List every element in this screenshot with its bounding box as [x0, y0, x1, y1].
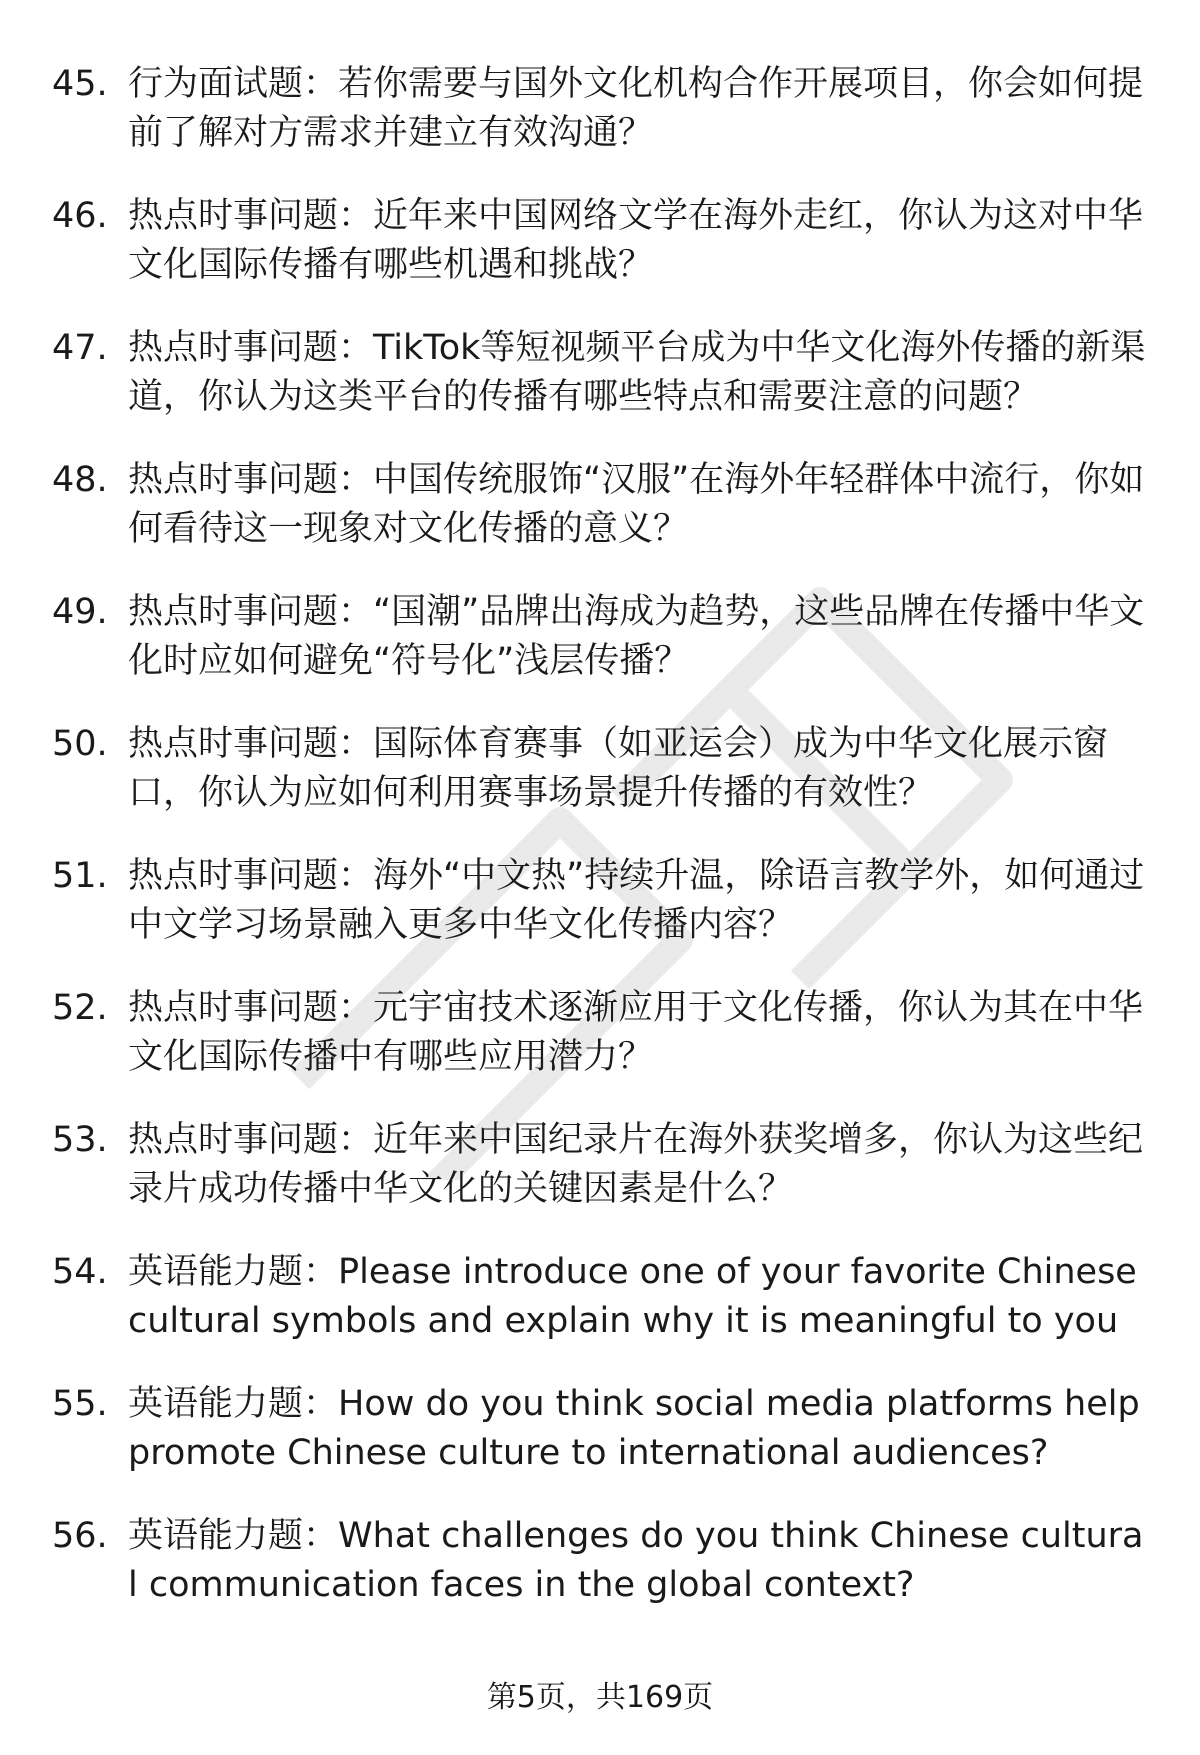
question-text: 热点时事问题：TikTok等短视频平台成为中华文化海外传播的新渠道，你认为这类平台的传播有哪些特点和需要注意的问题？: [128, 328, 1146, 417]
question-number: 48.: [52, 460, 108, 500]
question-number: 52.: [52, 988, 108, 1028]
list-item: [52, 60, 1152, 158]
question-text: 热点时事问题：“国潮”品牌出海成为趋势，这些品牌在传播中华文化时应如何避免“符号化”浅层传播？: [128, 592, 1145, 681]
question-text: 英语能力题：How do you think social media platforms help promote Chinese culture to international audiences?: [128, 1384, 1140, 1473]
question-number: 49.: [52, 592, 108, 632]
list-item: [52, 192, 1152, 290]
list-item: [52, 1380, 1152, 1478]
question-number: 50.: [52, 724, 108, 764]
question-number: 53.: [52, 1120, 108, 1160]
question-text: 热点时事问题：元宇宙技术逐渐应用于文化传播，你认为其在中华文化国际传播中有哪些应用潜力？: [128, 988, 1144, 1077]
list-item: [52, 1116, 1152, 1214]
list-item: [52, 588, 1152, 686]
list-item: [52, 324, 1152, 422]
question-text: 热点时事问题：中国传统服饰“汉服”在海外年轻群体中流行，你如何看待这一现象对文化传播的意义？: [128, 460, 1145, 549]
list-item: [52, 1248, 1152, 1346]
question-number: 45.: [52, 64, 108, 104]
question-text: 英语能力题：What challenges do you think Chinese cultural communication faces in the global context?: [128, 1516, 1144, 1605]
question-text: 热点时事问题：海外“中文热”持续升温，除语言教学外，如何通过中文学习场景融入更多中华文化传播内容？: [128, 856, 1145, 945]
question-number: 56.: [52, 1516, 108, 1556]
page-footer: [0, 1678, 1200, 1718]
list-item: [52, 984, 1152, 1082]
question-text: 热点时事问题：国际体育赛事（如亚运会）成为中华文化展示窗口，你认为应如何利用赛事场景提升传播的有效性？: [128, 724, 1109, 813]
list-item: [52, 1512, 1152, 1610]
question-text: 行为面试题：若你需要与国外文化机构合作开展项目，你会如何提前了解对方需求并建立有效沟通？: [128, 64, 1144, 153]
question-text: 英语能力题：Please introduce one of your favorite Chinese cultural symbols and explain why it is meaningful to you: [128, 1252, 1137, 1341]
list-item: [52, 852, 1152, 950]
question-number: 54.: [52, 1252, 108, 1292]
question-number: 55.: [52, 1384, 108, 1424]
page-number-label: 第5页，共169页: [486, 1680, 714, 1715]
question-text: 热点时事问题：近年来中国网络文学在海外走红，你认为这对中华文化国际传播有哪些机遇和挑战？: [128, 196, 1144, 285]
question-number: 51.: [52, 856, 108, 896]
question-number: 46.: [52, 196, 108, 236]
question-list: [52, 60, 1152, 1644]
list-item: [52, 720, 1152, 818]
question-number: 47.: [52, 328, 108, 368]
question-text: 热点时事问题：近年来中国纪录片在海外获奖增多，你认为这些纪录片成功传播中华文化的关键因素是什么？: [128, 1120, 1144, 1209]
list-item: [52, 456, 1152, 554]
